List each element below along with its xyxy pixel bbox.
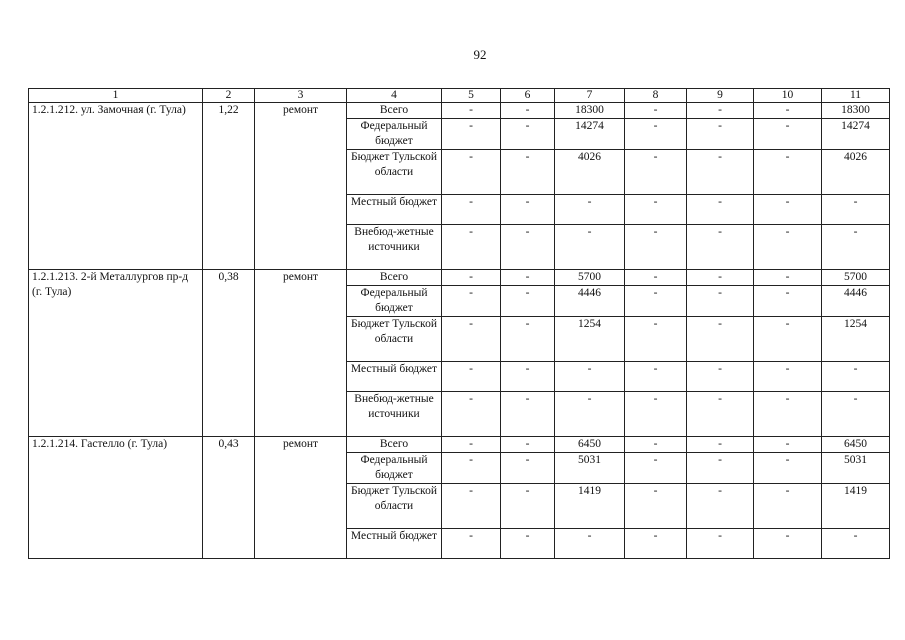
column-header-6: 6 <box>501 89 555 103</box>
value-cell-col9: - <box>687 103 754 119</box>
value-cell-col7: - <box>555 392 625 437</box>
value-cell-col6: - <box>501 484 555 529</box>
value-cell-col9: - <box>687 225 754 270</box>
value-cell-col8: - <box>625 529 687 559</box>
value-cell-col5: - <box>442 484 501 529</box>
value-cell-col11: 18300 <box>822 103 890 119</box>
value-cell-col5: - <box>442 150 501 195</box>
value-cell-col11: 14274 <box>822 119 890 150</box>
funding-source: Бюджет Тульской области <box>347 484 442 529</box>
value-cell-col7: - <box>555 362 625 392</box>
page-number: 92 <box>473 47 487 62</box>
value-cell-col8: - <box>625 195 687 225</box>
value-cell-col11: 5031 <box>822 453 890 484</box>
value-cell-col9: - <box>687 362 754 392</box>
value-cell-col11: 6450 <box>822 437 890 453</box>
value-cell-col8: - <box>625 150 687 195</box>
object-name: 1.2.1.213. 2-й Металлургов пр-д (г. Тула) <box>29 270 203 437</box>
value-cell-col10: - <box>754 392 822 437</box>
value-cell-col9: - <box>687 270 754 286</box>
column-header-5: 5 <box>442 89 501 103</box>
value-cell-col10: - <box>754 286 822 317</box>
value-cell-col8: - <box>625 103 687 119</box>
value-cell-col9: - <box>687 119 754 150</box>
value-cell-col5: - <box>442 286 501 317</box>
value-cell-col5: - <box>442 195 501 225</box>
value-cell-col8: - <box>625 119 687 150</box>
value-cell-col7: 5700 <box>555 270 625 286</box>
value-cell-col8: - <box>625 392 687 437</box>
column-header-11: 11 <box>822 89 890 103</box>
value-cell-col7: 1254 <box>555 317 625 362</box>
value-cell-col9: - <box>687 529 754 559</box>
value-cell-col11: 1419 <box>822 484 890 529</box>
value-cell-col6: - <box>501 270 555 286</box>
table-row <box>29 103 890 119</box>
value-cell-col7: - <box>555 225 625 270</box>
value-cell-col10: - <box>754 195 822 225</box>
value-cell-col6: - <box>501 103 555 119</box>
table-row <box>29 437 890 453</box>
value-cell-col7: 6450 <box>555 437 625 453</box>
column-header-7: 7 <box>555 89 625 103</box>
value-cell-col6: - <box>501 225 555 270</box>
value-cell-col9: - <box>687 195 754 225</box>
value-cell-col5: - <box>442 392 501 437</box>
value-cell-col5: - <box>442 317 501 362</box>
value-cell-col10: - <box>754 103 822 119</box>
value-cell-col8: - <box>625 270 687 286</box>
value-cell-col9: - <box>687 484 754 529</box>
value-cell-col9: - <box>687 437 754 453</box>
value-cell-col9: - <box>687 453 754 484</box>
value-cell-col6: - <box>501 392 555 437</box>
value-cell-col5: - <box>442 103 501 119</box>
funding-source: Местный бюджет <box>347 529 442 559</box>
value-cell-col11: 1254 <box>822 317 890 362</box>
value-cell-col5: - <box>442 529 501 559</box>
value-cell-col10: - <box>754 225 822 270</box>
funding-source: Всего <box>347 437 442 453</box>
value-cell-col11: - <box>822 529 890 559</box>
column-header-3: 3 <box>255 89 347 103</box>
value-cell-col9: - <box>687 286 754 317</box>
value-cell-col11: - <box>822 392 890 437</box>
value-cell-col8: - <box>625 286 687 317</box>
funding-source: Всего <box>347 270 442 286</box>
value-cell-col6: - <box>501 317 555 362</box>
column-header-1: 1 <box>29 89 203 103</box>
work-type: ремонт <box>255 270 347 437</box>
value-cell-col9: - <box>687 392 754 437</box>
funding-source: Местный бюджет <box>347 362 442 392</box>
value-cell-col11: 4026 <box>822 150 890 195</box>
value-cell-col10: - <box>754 150 822 195</box>
funding-source: Местный бюджет <box>347 195 442 225</box>
value-cell-col10: - <box>754 437 822 453</box>
value-cell-col10: - <box>754 453 822 484</box>
value-cell-col6: - <box>501 286 555 317</box>
column-header-10: 10 <box>754 89 822 103</box>
value-cell-col6: - <box>501 362 555 392</box>
funding-source: Внебюд-жетные источники <box>347 392 442 437</box>
value-cell-col11: - <box>822 195 890 225</box>
value-cell-col10: - <box>754 317 822 362</box>
value-cell-col7: 4026 <box>555 150 625 195</box>
value-cell-col10: - <box>754 362 822 392</box>
value-cell-col6: - <box>501 453 555 484</box>
column-header-2: 2 <box>203 89 255 103</box>
budget-table <box>28 88 890 559</box>
value-cell-col5: - <box>442 453 501 484</box>
value-cell-col11: - <box>822 225 890 270</box>
value-cell-col9: - <box>687 317 754 362</box>
value-cell-col6: - <box>501 529 555 559</box>
funding-source: Бюджет Тульской области <box>347 317 442 362</box>
value-cell-col7: - <box>555 195 625 225</box>
value-cell-col10: - <box>754 529 822 559</box>
funding-source: Федеральный бюджет <box>347 453 442 484</box>
funding-source: Внебюд-жетные источники <box>347 225 442 270</box>
value-cell-col6: - <box>501 437 555 453</box>
column-header-8: 8 <box>625 89 687 103</box>
object-name: 1.2.1.212. ул. Замочная (г. Тула) <box>29 103 203 270</box>
funding-source: Бюджет Тульской области <box>347 150 442 195</box>
value-cell-col9: - <box>687 150 754 195</box>
value-cell-col7: 5031 <box>555 453 625 484</box>
value-cell-col11: 5700 <box>822 270 890 286</box>
value-cell-col5: - <box>442 119 501 150</box>
funding-source: Федеральный бюджет <box>347 119 442 150</box>
column-header-9: 9 <box>687 89 754 103</box>
value-cell-col5: - <box>442 270 501 286</box>
column-number-row <box>29 89 890 103</box>
value-cell-col8: - <box>625 453 687 484</box>
funding-source: Федеральный бюджет <box>347 286 442 317</box>
object-length: 1,22 <box>203 103 255 270</box>
value-cell-col10: - <box>754 270 822 286</box>
value-cell-col8: - <box>625 437 687 453</box>
value-cell-col7: - <box>555 529 625 559</box>
value-cell-col11: - <box>822 362 890 392</box>
value-cell-col10: - <box>754 484 822 529</box>
value-cell-col8: - <box>625 225 687 270</box>
value-cell-col5: - <box>442 362 501 392</box>
value-cell-col7: 4446 <box>555 286 625 317</box>
value-cell-col8: - <box>625 317 687 362</box>
object-length: 0,38 <box>203 270 255 437</box>
column-header-4: 4 <box>347 89 442 103</box>
table-row <box>29 270 890 286</box>
value-cell-col7: 1419 <box>555 484 625 529</box>
value-cell-col6: - <box>501 119 555 150</box>
object-name: 1.2.1.214. Гастелло (г. Тула) <box>29 437 203 559</box>
funding-source: Всего <box>347 103 442 119</box>
object-length: 0,43 <box>203 437 255 559</box>
value-cell-col5: - <box>442 437 501 453</box>
work-type: ремонт <box>255 437 347 559</box>
value-cell-col10: - <box>754 119 822 150</box>
work-type: ремонт <box>255 103 347 270</box>
value-cell-col5: - <box>442 225 501 270</box>
value-cell-col6: - <box>501 195 555 225</box>
value-cell-col11: 4446 <box>822 286 890 317</box>
value-cell-col8: - <box>625 484 687 529</box>
value-cell-col6: - <box>501 150 555 195</box>
value-cell-col7: 18300 <box>555 103 625 119</box>
value-cell-col8: - <box>625 362 687 392</box>
value-cell-col7: 14274 <box>555 119 625 150</box>
